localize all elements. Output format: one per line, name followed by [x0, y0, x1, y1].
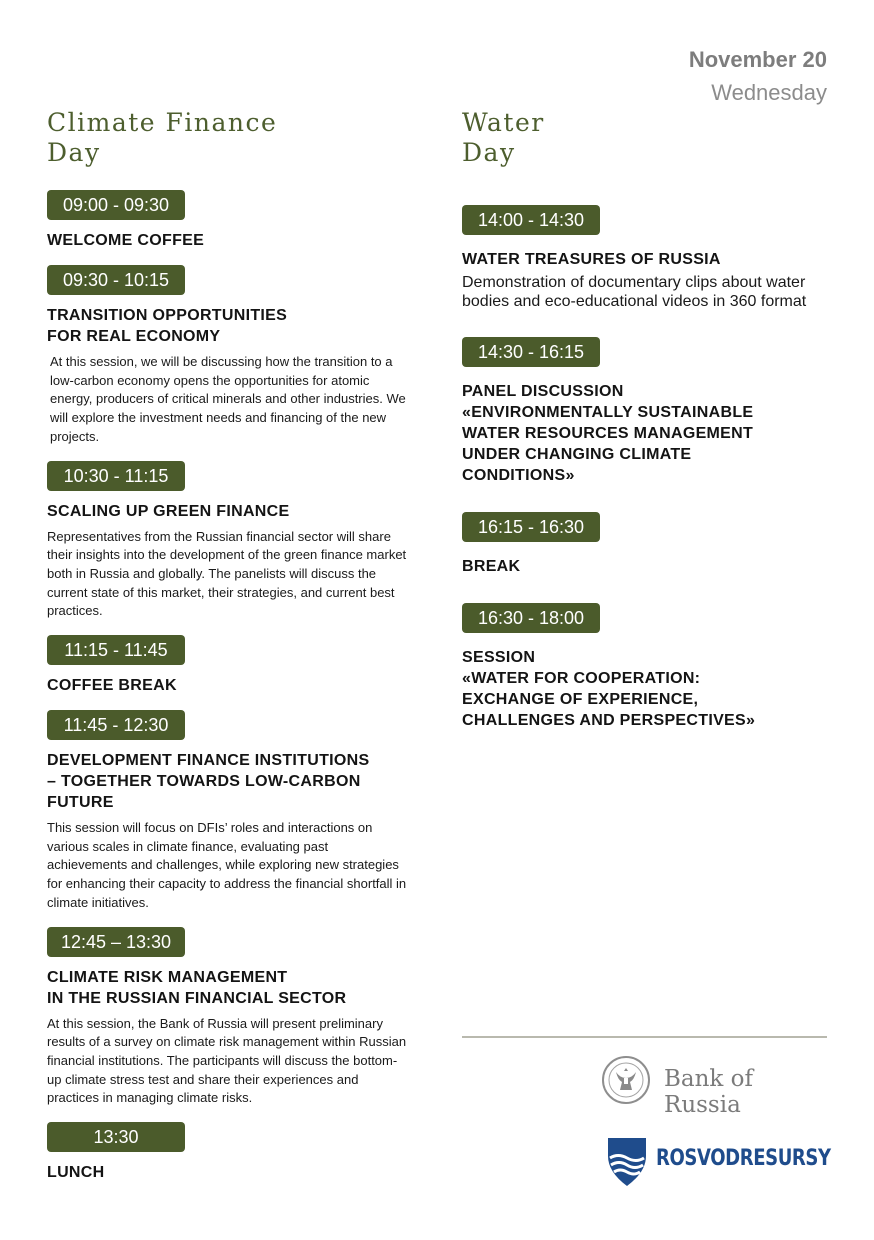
- water-day-column: [462, 108, 832, 757]
- session-item: [462, 205, 832, 311]
- footer-divider: [462, 1036, 827, 1038]
- climate-finance-column: [47, 108, 407, 1197]
- date-block: [689, 46, 827, 108]
- event-weekday: Wednesday: [711, 80, 827, 105]
- session-title-line: – TOGETHER TOWARDS LOW-CARBON: [47, 773, 361, 791]
- time-badge: 09:00 - 09:30: [47, 190, 185, 220]
- time-badge: 09:30 - 10:15: [47, 265, 185, 295]
- session-description: Representatives from the Russian financial sector will share their insights into the development of the green finance market both in Russia and globally. The panelists will discuss the current state of this market, their strategies, and current best practices.: [47, 528, 407, 619]
- time-badge: 11:15 - 11:45: [47, 635, 185, 665]
- session-item: [47, 190, 407, 251]
- session-item: [47, 710, 407, 913]
- session-title-line: TRANSITION OPPORTUNITIES: [47, 307, 288, 324]
- time-badge: 16:30 - 18:00: [462, 603, 600, 633]
- session-title-line: WATER RESOURCES MANAGEMENT: [462, 425, 754, 442]
- session-title-line: CHALLENGES AND PERSPECTIVES»: [462, 712, 756, 729]
- bank-of-russia-logo: [602, 1056, 828, 1118]
- event-date: November 20: [688, 47, 827, 72]
- session-title: SCALING UP GREEN FINANCE: [47, 502, 290, 520]
- time-badge: 14:00 - 14:30: [462, 205, 600, 235]
- session-title-line: FOR REAL ECONOMY: [47, 328, 221, 345]
- session-title-line: FUTURE: [47, 794, 114, 812]
- time-badge: 16:15 - 16:30: [462, 512, 600, 542]
- session-item: [47, 1122, 407, 1183]
- session-title-line: IN THE RUSSIAN FINANCIAL SECTOR: [47, 989, 347, 1007]
- session-description: At this session, we will be discussing how the transition to a low-carbon economy opens the opportunities for atomic energy, producers of critical minerals and other industries. We will explore the investment needs and financing of the new projects.: [50, 354, 406, 444]
- session-title-line: PANEL DISCUSSION: [462, 383, 624, 400]
- session-item: [47, 265, 407, 447]
- session-title: WELCOME COFFEE: [47, 232, 205, 249]
- session-item: [47, 461, 407, 622]
- session-item: [462, 603, 832, 731]
- rosvodresursy-name: ROSVODRESURSY: [656, 1146, 831, 1171]
- time-badge: 11:45 - 12:30: [47, 710, 185, 740]
- session-title-line: CONDITIONS»: [462, 467, 575, 484]
- climate-finance-day-title: [47, 108, 407, 168]
- session-title: [462, 647, 832, 731]
- session-title: BREAK: [462, 558, 521, 575]
- session-description: Demonstration of documentary clips about water bodies and eco-educational videos in 360 format: [462, 274, 807, 310]
- time-badge: 14:30 - 16:15: [462, 337, 600, 367]
- session-description: This session will focus on DFIs’ roles and interactions on various scales in climate finance, evaluating past achievements and challenges, while exploring new strategies for enhancing their capacity to address the financial shortfall in climate initiatives.: [47, 820, 407, 910]
- time-badge: 13:30: [47, 1122, 185, 1152]
- session-title-line: CLIMATE RISK MANAGEMENT: [47, 968, 288, 986]
- session-title: [47, 750, 407, 813]
- session-item: [47, 635, 407, 696]
- water-day-title: [462, 108, 832, 168]
- double-headed-eagle-icon: [602, 1056, 650, 1104]
- session-item: [47, 927, 407, 1109]
- session-title-line: DEVELOPMENT FINANCE INSTITUTIONS: [47, 752, 370, 770]
- session-title-line: UNDER CHANGING CLIMATE: [462, 446, 692, 463]
- wave-shield-icon: [606, 1136, 648, 1188]
- session-title: [462, 381, 832, 486]
- session-title-line: «ENVIRONMENTALLY SUSTAINABLE: [462, 404, 754, 421]
- session-title-line: «WATER FOR COOPERATION:: [462, 670, 701, 687]
- session-title-line: EXCHANGE OF EXPERIENCE,: [462, 691, 699, 708]
- day-title-line: Water: [462, 108, 545, 137]
- day-title-line: Climate Finance: [47, 108, 278, 137]
- bank-name: Bank of Russia: [664, 1066, 754, 1118]
- day-title-line: Day: [462, 138, 516, 167]
- session-title: COFFEE BREAK: [47, 677, 177, 695]
- time-badge: 12:45 – 13:30: [47, 927, 185, 957]
- session-title-line: SESSION: [462, 649, 536, 666]
- session-title: [47, 305, 407, 347]
- session-title: LUNCH: [47, 1164, 105, 1182]
- session-title: WATER TREASURES OF RUSSIA: [462, 251, 721, 268]
- rosvodresursy-logo: [606, 1136, 831, 1190]
- session-description: At this session, the Bank of Russia will present preliminary results of a survey on climate risk management within Russian financial institutions. The participants will discuss the bottom-up climate stress test and share their experiences and practices in managing climate risks.: [47, 1015, 407, 1106]
- session-item: [462, 512, 832, 577]
- session-title: [47, 967, 407, 1009]
- time-badge: 10:30 - 11:15: [47, 461, 185, 491]
- day-title-line: Day: [47, 138, 101, 167]
- session-item: [462, 337, 832, 486]
